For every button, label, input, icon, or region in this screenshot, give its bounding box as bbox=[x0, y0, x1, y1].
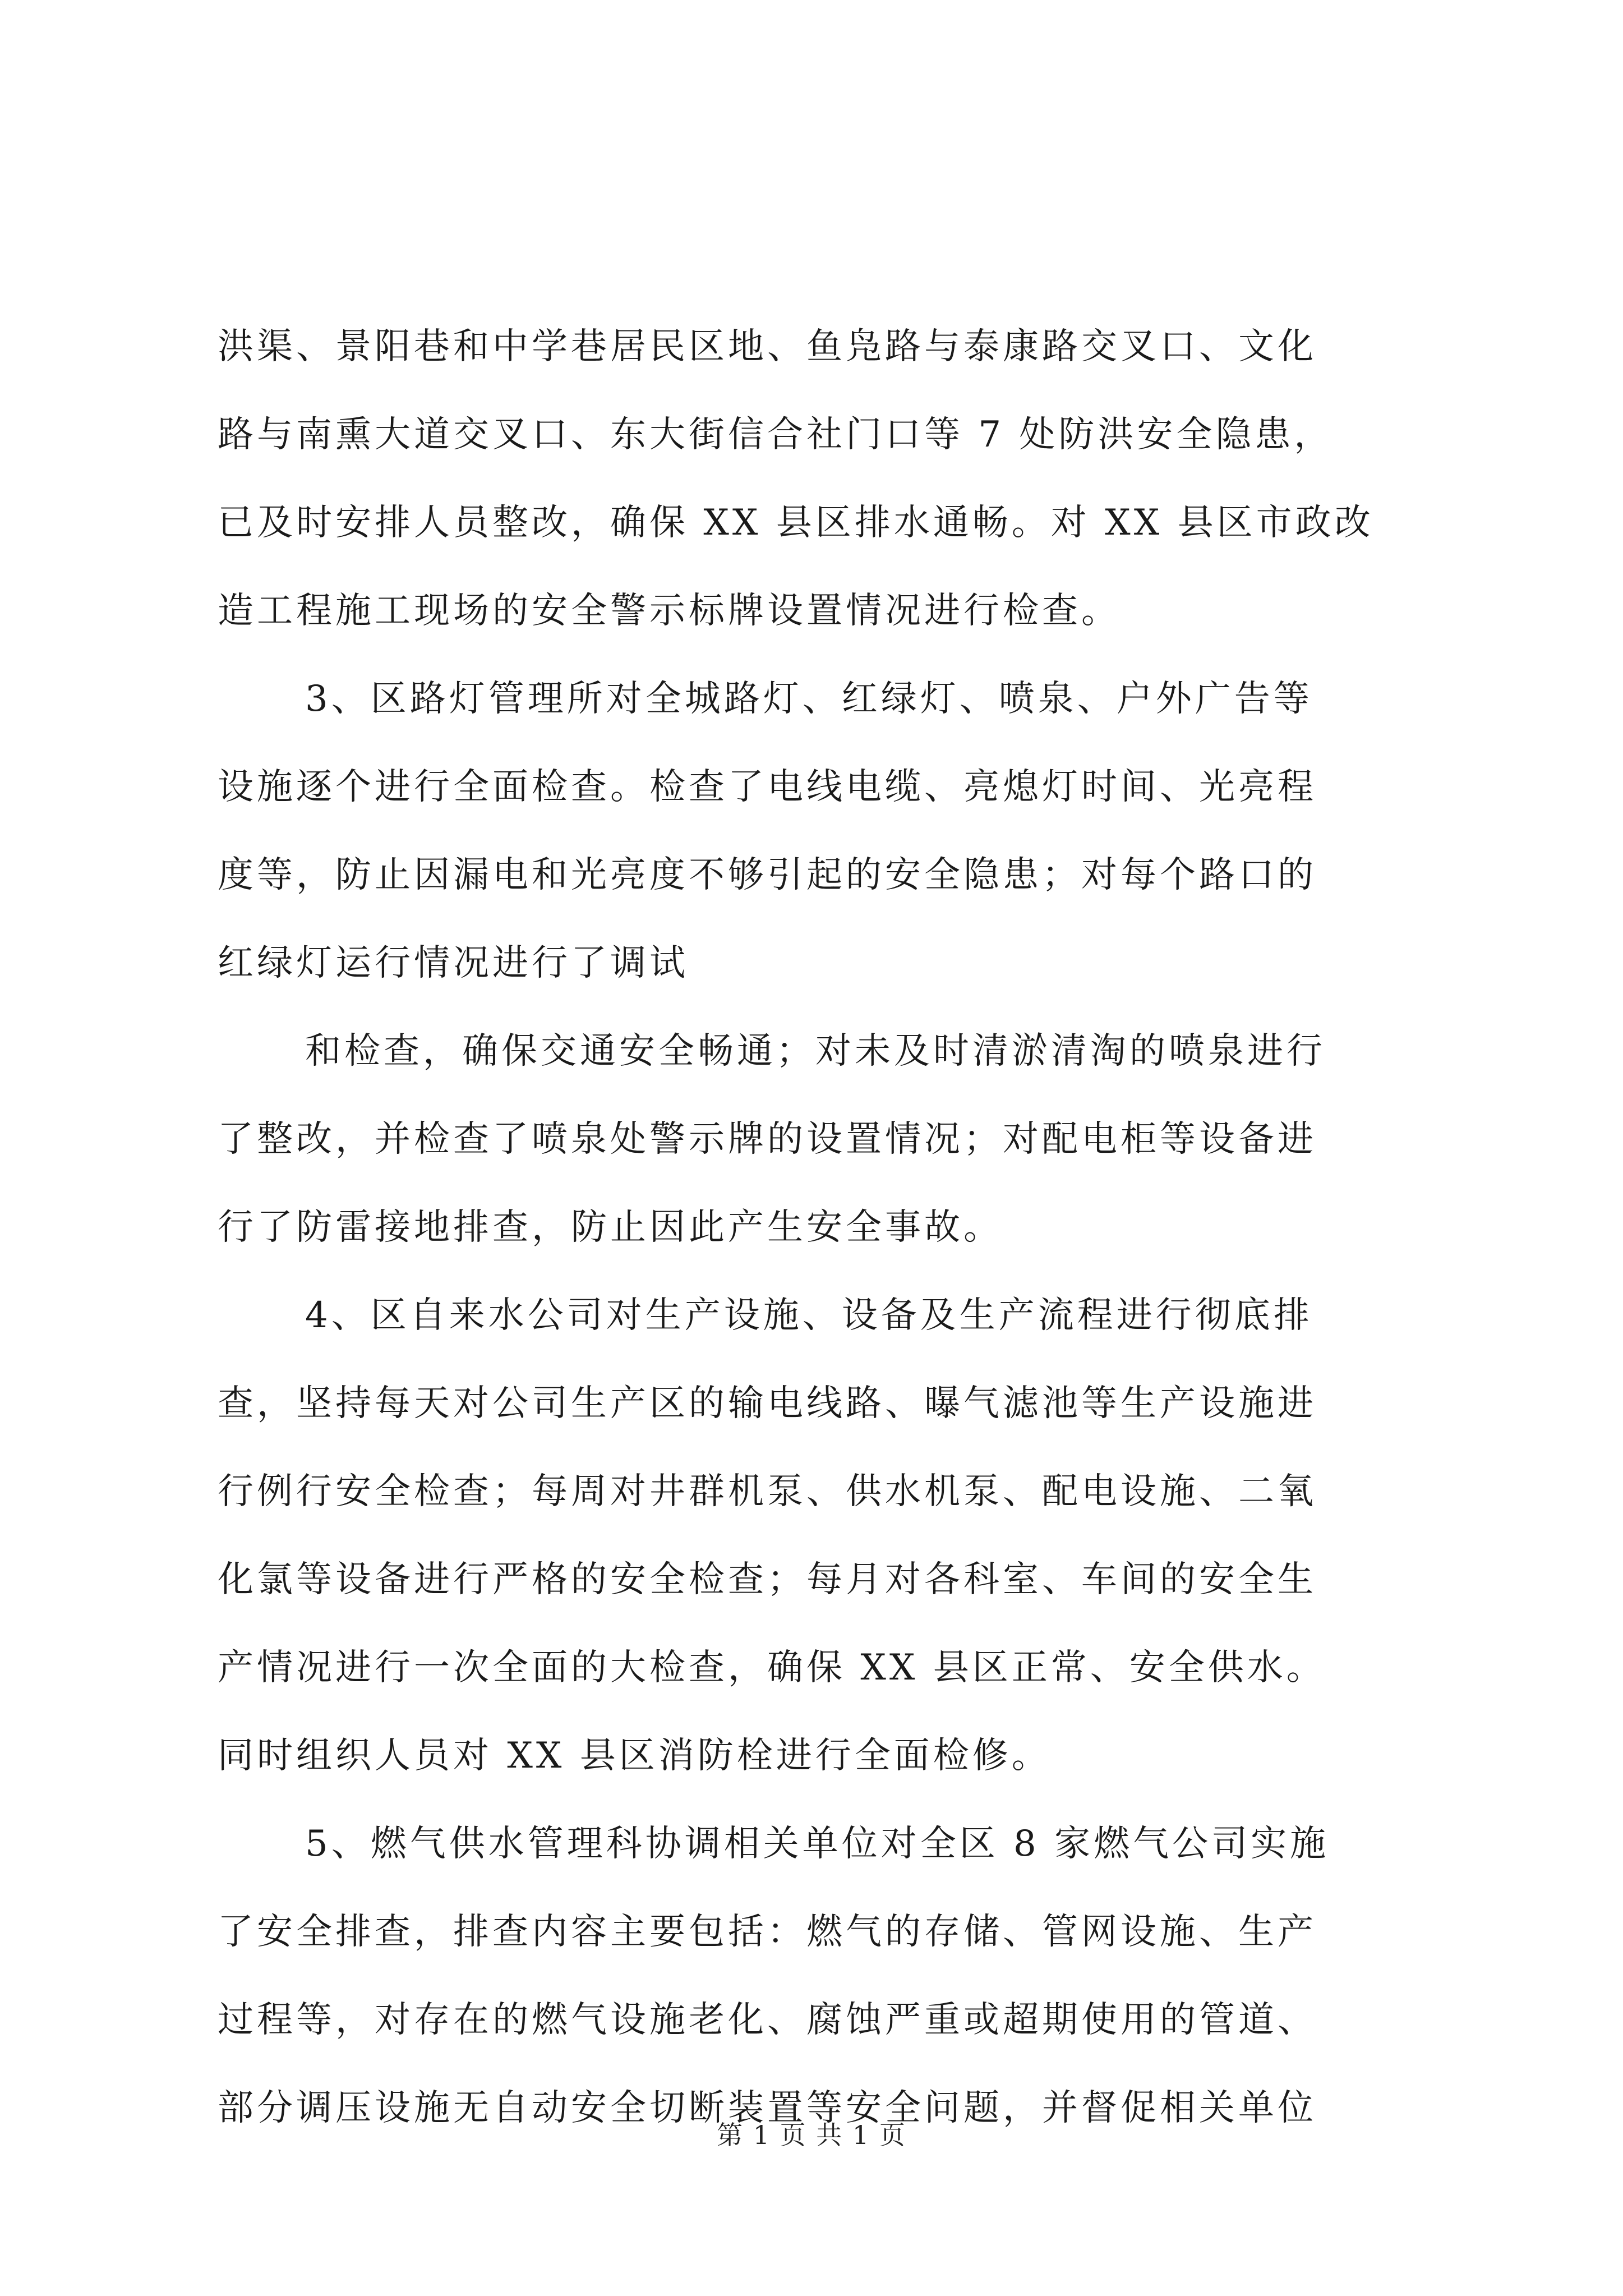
text-line: 查，坚持每天对公司生产区的输电线路、曝气滤池等生产设施进 bbox=[218, 1383, 1317, 1424]
page-footer: 第 1 页 共 1 页 bbox=[717, 2120, 906, 2150]
document-body bbox=[218, 303, 1440, 2152]
text-line: 部分调压设施无自动安全切断装置等安全问题，并督促相关单位 bbox=[218, 2087, 1317, 2129]
text-line: 过程等，对存在的燃气设施老化、腐蚀严重或超期使用的管道、 bbox=[218, 1999, 1317, 2041]
text-line: 行例行安全检查；每周对井群机泵、供水机泵、配电设施、二氧 bbox=[218, 1471, 1317, 1512]
text-line: 了整改，并检查了喷泉处警示牌的设置情况；对配电柜等设备进 bbox=[218, 1119, 1317, 1160]
text-line: 红绿灯运行情况进行了调试 bbox=[218, 942, 689, 984]
text-line: 同时组织人员对 XX 县区消防栓进行全面检修。 bbox=[218, 1735, 1051, 1777]
text-line: 和检查，确保交通安全畅通；对未及时清淤清淘的喷泉进行 bbox=[305, 1030, 1326, 1072]
text-line: 设施逐个进行全面检查。检查了电线电缆、亮熄灯时间、光亮程 bbox=[218, 766, 1317, 808]
text-line: 已及时安排人员整改，确保 XX 县区排水通畅。对 XX 县区市政改 bbox=[218, 502, 1374, 544]
text-line: 造工程施工现场的安全警示标牌设置情况进行检查。 bbox=[218, 590, 1121, 632]
text-line: 4、区自来水公司对生产设施、设备及生产流程进行彻底排 bbox=[305, 1295, 1313, 1336]
text-line: 洪渠、景阳巷和中学巷居民区地、鱼凫路与泰康路交叉口、文化 bbox=[218, 326, 1317, 367]
text-line: 了安全排查，排查内容主要包括：燃气的存储、管网设施、生产 bbox=[218, 1911, 1317, 1953]
text-line: 化氯等设备进行严格的安全检查；每月对各科室、车间的安全生 bbox=[218, 1559, 1317, 1600]
text-line: 3、区路灯管理所对全城路灯、红绿灯、喷泉、户外广告等 bbox=[305, 678, 1313, 720]
text-line: 5、燃气供水管理科协调相关单位对全区 8 家燃气公司实施 bbox=[305, 1823, 1330, 1865]
text-line: 产情况进行一次全面的大检查，确保 XX 县区正常、安全供水。 bbox=[218, 1647, 1326, 1688]
text-line: 路与南熏大道交叉口、东大街信合社门口等 7 处防洪安全隐患， bbox=[218, 414, 1334, 455]
text-line: 度等，防止因漏电和光亮度不够引起的安全隐患；对每个路口的 bbox=[218, 854, 1317, 896]
text-line: 行了防雷接地排查，防止因此产生安全事故。 bbox=[218, 1207, 1003, 1248]
